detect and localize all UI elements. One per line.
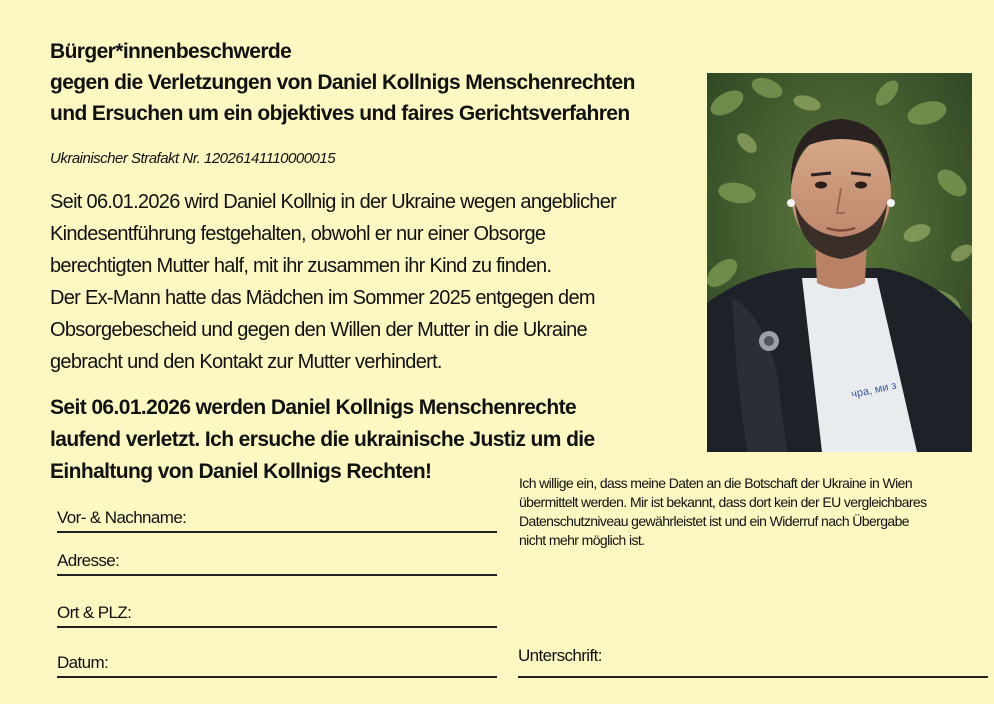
- consent-line: Ich willige ein, dass meine Daten an die Botschaft der Ukraine in Wien: [519, 475, 912, 491]
- signature-field[interactable]: [518, 646, 988, 678]
- description-line: Obsorgebescheid und gegen den Willen der Mutter in die Ukraine: [50, 319, 587, 341]
- title-line-1: Bürger*innenbeschwerde: [50, 40, 292, 63]
- case-reference: Ukrainischer Strafakt Nr. 12026141110000015: [50, 150, 336, 167]
- date-label: Datum:: [57, 653, 109, 672]
- shirt-print-text: чра, ми з: [850, 379, 898, 401]
- consent-line: übermittelt werden. Mir ist bekannt, dass dort kein der EU vergleichbares: [519, 494, 927, 510]
- title-line-3: und Ersuchen um ein objektives und faires Gerichtsverfahren: [50, 102, 630, 125]
- portrait-photo: [707, 73, 972, 452]
- description-line: berechtigten Mutter half, mit ihr zusammen ihr Kind zu finden.: [50, 255, 552, 277]
- description-line: Der Ex-Mann hatte das Mädchen im Sommer 2025 entgegen dem: [50, 287, 595, 309]
- consent-line: nicht mehr möglich ist.: [519, 532, 645, 548]
- description-text: [50, 186, 700, 378]
- title-line-2: gegen die Verletzungen von Daniel Kollnigs Menschenrechten: [50, 71, 635, 94]
- consent-text: [519, 474, 959, 550]
- address-field[interactable]: [57, 551, 497, 576]
- address-label: Adresse:: [57, 551, 120, 570]
- description-line: Seit 06.01.2026 wird Daniel Kollnig in der Ukraine wegen angeblicher: [50, 191, 617, 213]
- demand-line: laufend verletzt. Ich ersuche die ukrainische Justiz um die: [50, 428, 595, 451]
- form-title: [50, 36, 690, 129]
- consent-line: Datenschutzniveau gewährleistet ist und ein Widerruf nach Übergabe: [519, 513, 909, 529]
- city-label: Ort & PLZ:: [57, 603, 132, 622]
- description-line: Kindesentführung festgehalten, obwohl er nur einer Obsorge: [50, 223, 546, 245]
- description-line: gebracht und den Kontakt zur Mutter verhindert.: [50, 351, 442, 373]
- demand-line: Einhaltung von Daniel Kollnigs Rechten!: [50, 460, 432, 483]
- signature-label: Unterschrift:: [518, 646, 602, 665]
- city-field[interactable]: [57, 603, 497, 628]
- demand-line: Seit 06.01.2026 werden Daniel Kollnigs Menschenrechte: [50, 396, 577, 419]
- name-label: Vor- & Nachname:: [57, 508, 187, 527]
- name-field[interactable]: [57, 508, 497, 533]
- date-field[interactable]: [57, 653, 497, 678]
